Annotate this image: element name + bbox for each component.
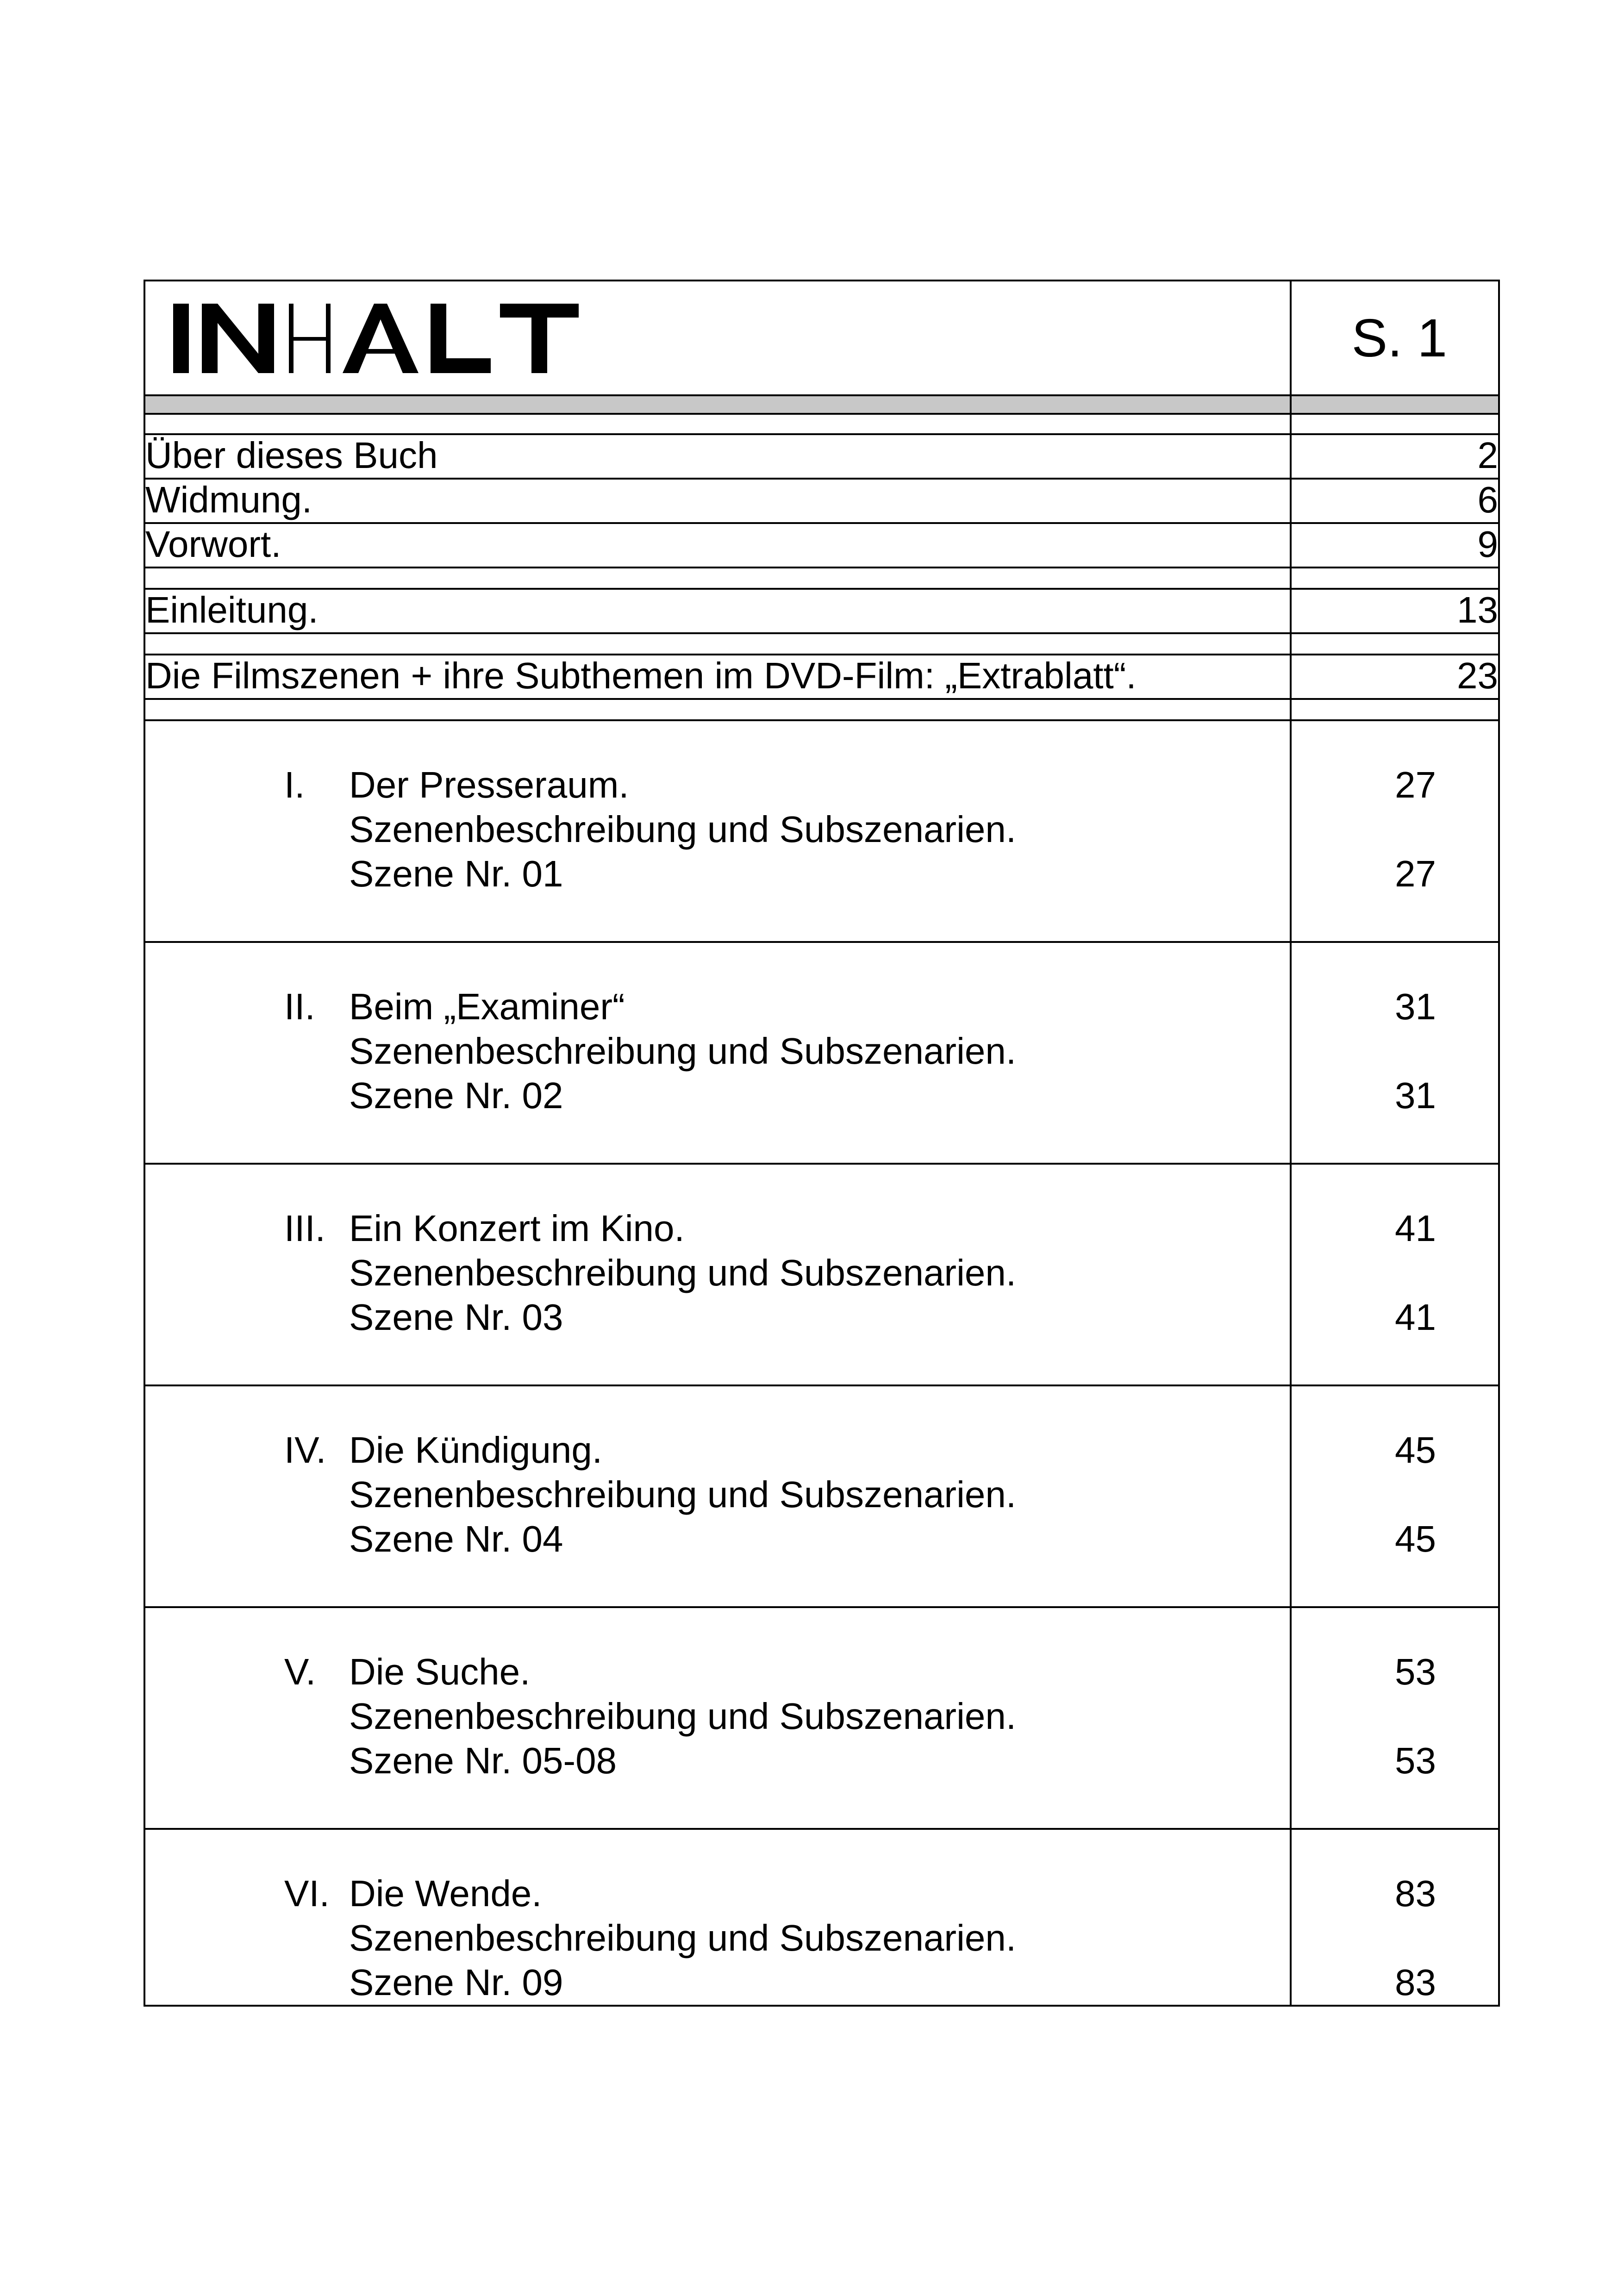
chapter-page: 27 [1395, 764, 1436, 805]
entry-label: Die Filmszenen + ihre Subthemen im DVD-Film: „Extrablatt“. [144, 655, 1291, 699]
entry-label: Vorwort. [144, 523, 1291, 568]
inhalt-logo [173, 304, 581, 373]
chapter-row[interactable] [144, 1164, 1499, 1385]
chapter-cell [144, 1385, 1291, 1607]
scene-page: 41 [1395, 1297, 1436, 1338]
chapter-title: Beim „Examiner“ [349, 986, 625, 1027]
chapter-numeral: III. [284, 1208, 325, 1249]
chapter-numeral: I. [284, 764, 305, 805]
spacer-row [144, 414, 1499, 434]
scene-page: 31 [1395, 1075, 1436, 1116]
entry-page: 2 [1291, 434, 1499, 479]
chapter-description: Szenenbeschreibung und Subszenarien. [349, 1252, 1017, 1293]
entry-page: 6 [1291, 479, 1499, 523]
chapter-numeral: IV. [284, 1429, 326, 1471]
chapter-row[interactable] [144, 1607, 1499, 1829]
chapter-numeral: II. [284, 986, 315, 1027]
chapter-scene: Szene Nr. 05-08 [349, 1740, 617, 1781]
title-cell [144, 281, 1291, 395]
spacer-row [144, 568, 1499, 589]
entry-page: 9 [1291, 523, 1499, 568]
chapter-description: Szenenbeschreibung und Subszenarien. [349, 809, 1017, 850]
chapter-cell [144, 1607, 1291, 1829]
chapter-title: Die Kündigung. [349, 1429, 603, 1471]
chapter-pages [1291, 942, 1499, 1164]
entry-label: Über dieses Buch [144, 434, 1291, 479]
chapter-scene: Szene Nr. 01 [349, 853, 563, 894]
scene-page: 53 [1395, 1740, 1436, 1781]
entry-page: 13 [1291, 589, 1499, 633]
entry-label: Widmung. [144, 479, 1291, 523]
scene-page: 27 [1395, 853, 1436, 894]
toc-entry[interactable] [144, 523, 1499, 568]
toc-entry[interactable] [144, 655, 1499, 699]
scene-page: 83 [1395, 1962, 1436, 2003]
chapter-cell [144, 720, 1291, 942]
toc-header-row [144, 281, 1499, 395]
chapter-scene: Szene Nr. 02 [349, 1075, 563, 1116]
toc-entry[interactable] [144, 434, 1499, 479]
chapter-numeral: V. [284, 1651, 316, 1692]
chapter-title: Der Presseraum. [349, 764, 629, 805]
chapter-scene: Szene Nr. 04 [349, 1518, 563, 1559]
chapter-pages [1291, 1385, 1499, 1607]
chapter-description: Szenenbeschreibung und Subszenarien. [349, 1030, 1017, 1072]
chapter-scene: Szene Nr. 03 [349, 1297, 563, 1338]
chapter-page: 45 [1395, 1429, 1436, 1471]
chapter-title: Die Wende. [349, 1873, 542, 1914]
chapter-cell [144, 942, 1291, 1164]
chapter-pages [1291, 720, 1499, 942]
chapter-cell [144, 1164, 1291, 1385]
chapter-pages [1291, 1164, 1499, 1385]
chapter-row[interactable] [144, 1829, 1499, 2006]
chapter-row[interactable] [144, 942, 1499, 1164]
chapter-description: Szenenbeschreibung und Subszenarien. [349, 1917, 1017, 1958]
chapter-row[interactable] [144, 720, 1499, 942]
chapter-page: 53 [1395, 1651, 1436, 1692]
chapter-pages [1291, 1607, 1499, 1829]
entry-label: Einleitung. [144, 589, 1291, 633]
divider-row [144, 395, 1499, 414]
page-number-heading: S. 1 [1291, 281, 1499, 395]
chapter-cell [144, 1829, 1291, 2006]
scene-page: 45 [1395, 1518, 1436, 1559]
toc-entry[interactable] [144, 589, 1499, 633]
chapter-scene: Szene Nr. 09 [349, 1962, 563, 2003]
chapter-title: Ein Konzert im Kino. [349, 1208, 685, 1249]
chapter-description: Szenenbeschreibung und Subszenarien. [349, 1696, 1017, 1737]
spacer-row [144, 699, 1499, 720]
table-of-contents [144, 280, 1500, 2007]
chapter-row[interactable] [144, 1385, 1499, 1607]
chapter-numeral: VI. [284, 1873, 330, 1914]
chapter-pages [1291, 1829, 1499, 2006]
chapter-page: 31 [1395, 986, 1436, 1027]
chapter-title: Die Suche. [349, 1651, 531, 1692]
toc-entry[interactable] [144, 479, 1499, 523]
chapter-page: 83 [1395, 1873, 1436, 1914]
spacer-row [144, 633, 1499, 655]
chapter-description: Szenenbeschreibung und Subszenarien. [349, 1474, 1017, 1515]
chapter-page: 41 [1395, 1208, 1436, 1249]
entry-page: 23 [1291, 655, 1499, 699]
